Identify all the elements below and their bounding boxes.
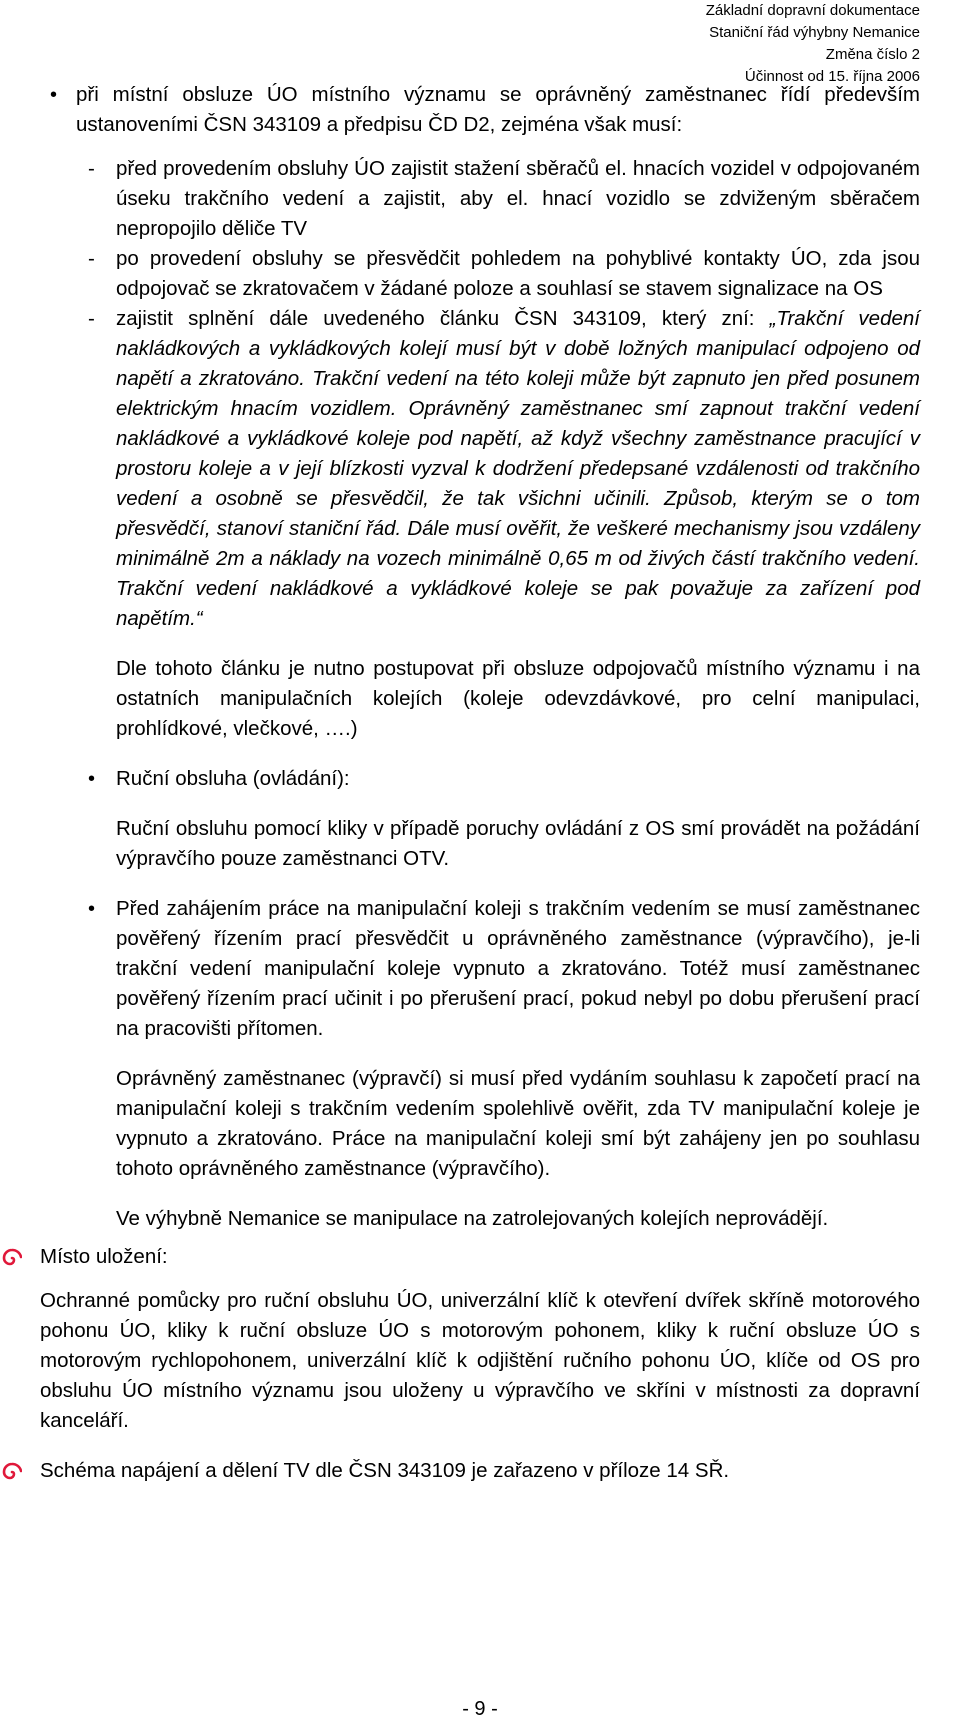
dash-icon: - <box>88 247 95 270</box>
quoted-article: „Trakční vedení nakládkových a vykládkových kolejí musí být v době ložných manipulací odpojeno od napětí a zkratováno. Trakční vedení na této koleji může být zapnuto jen před posunem elektrickým hnacím vozidlem. Oprávněný zaměstnanec smí zapnout trakční vedení nakládkové a vykládkové koleje pod napětí, až když všechny zaměstnance pracující v prostoru koleje a v její blízkosti vyzval k dodržení předepsané vzdálenosti od trakčního vedení a osobně se přesvědčil, že tak všichni učinili. Způsob, kterým se o tom přesvědčí, stanoví staniční řád. Dále musí ověřit, že veškeré mechanismy jsou vzdáleny minimálně 2m a náklady na vozech minimálně 0,65 m od živých částí trakčního vedení. Trakční vedení nakládkové a vykládkové koleje se pak považuje za zařízení pod napětím.“ <box>116 307 920 630</box>
dash-text: zajistit splnění dále uvedeného článku ČSN 343109, který zní: <box>116 307 770 330</box>
schema-reference-row <box>40 1456 920 1486</box>
document-body <box>40 80 920 1486</box>
document-header <box>706 0 920 88</box>
storage-heading-row <box>40 1242 920 1272</box>
spiral-icon <box>2 1248 22 1268</box>
header-effective-date: Účinnost od 15. října 2006 <box>744 68 920 85</box>
bullet-icon: • <box>88 768 96 790</box>
header-change-number: Změna číslo 2 <box>825 46 920 63</box>
dash-text: po provedení obsluhy se přesvědčit pohledem na pohyblivé kontakty ÚO, zda jsou odpojovač se zkratovačem v žádané poloze a souhlasí se stavem signalizace na OS <box>116 247 920 300</box>
bullet-icon: • <box>50 84 58 106</box>
page-number: - 9 - <box>462 1698 498 1720</box>
paragraph-manual-operation: Ruční obsluhu pomocí kliky v případě poruchy ovládání z OS smí provádět na požádání výpravčího pouze zaměstnanci OTV. <box>116 817 920 870</box>
dash-icon: - <box>88 307 95 330</box>
paragraph-no-manipulation: Ve výhybně Nemanice se manipulace na zatrolejovaných kolejích neprovádějí. <box>116 1207 829 1230</box>
bullet-text: při místní obsluze ÚO místního významu se oprávněný zaměstnanec řídí především ustanoveními ČSN 343109 a předpisu ČD D2, zejména však musí: <box>76 83 920 136</box>
dash-text: před provedením obsluhy ÚO zajistit stažení sběračů el. hnacích vozidel v odpojovaném úseku trakčního vedení a zajistit, aby el. hnací vozidlo se zdviženým sběračem nepropojilo děliče TV <box>116 157 920 240</box>
dash-item-before-operation <box>40 154 920 244</box>
header-subtitle: Staniční řád výhybny Nemanice <box>709 24 920 41</box>
bullet-icon: • <box>88 898 96 920</box>
bullet-item-manual-operation <box>40 764 920 794</box>
bullet-item-work-start <box>40 894 920 1044</box>
header-title: Základní dopravní dokumentace <box>705 2 920 19</box>
bullet-item-local-operation <box>40 80 920 140</box>
spiral-icon <box>2 1462 22 1482</box>
paragraph-authorized-employee: Oprávněný zaměstnanec (výpravčí) si musí před vydáním souhlasu k započetí prací na manipulační koleji s trakčním vedením spolehlivě ověřit, zda TV manipulační koleje je vypnuto a zkratováno. Práce na manipulační koleji smí být zahájeny jen po souhlasu tohoto oprávněného zaměstnance (výpravčího). <box>116 1067 920 1180</box>
dash-item-standard-article <box>40 304 920 634</box>
dash-item-after-operation <box>40 244 920 304</box>
paragraph-article-applicability: Dle tohoto článku je nutno postupovat při obsluze odpojovačů místního významu i na ostatních manipulačních kolejích (koleje odevzdávkové, pro celní manipulaci, prohlídkové, vlečkové, ….) <box>116 657 920 740</box>
storage-heading: Místo uložení: <box>40 1245 168 1268</box>
dash-icon: - <box>88 157 95 180</box>
bullet-text: Před zahájením práce na manipulační koleji s trakčním vedením se musí zaměstnanec pověřený řízením prací přesvědčit u oprávněného zaměstnance (výpravčího), je-li trakční vedení manipulační koleje vypnuto a zkratováno. Totéž musí zaměstnanec pověřený řízením prací učinit i po přerušení prací, pokud nebyl po dobu přerušení prací na pracovišti přítomen. <box>116 897 920 1040</box>
schema-reference-text: Schéma napájení a dělení TV dle ČSN 343109 je zařazeno v příloze 14 SŘ. <box>40 1459 730 1482</box>
bullet-heading: Ruční obsluha (ovládání): <box>116 767 350 790</box>
paragraph-storage-location: Ochranné pomůcky pro ruční obsluhu ÚO, univerzální klíč k otevření dvířek skříně motorového pohonu ÚO, kliky k ruční obsluze ÚO s motorovým pohonem, kliky k ruční obsluze ÚO s motorovým rychlopohonem, univerzální klíč k odjištění ručního pohonu ÚO, klíče od OS pro obsluhu ÚO místního významu jsou uloženy u výpravčího ve skříni v místnosti za dopravní kanceláří. <box>40 1289 920 1432</box>
